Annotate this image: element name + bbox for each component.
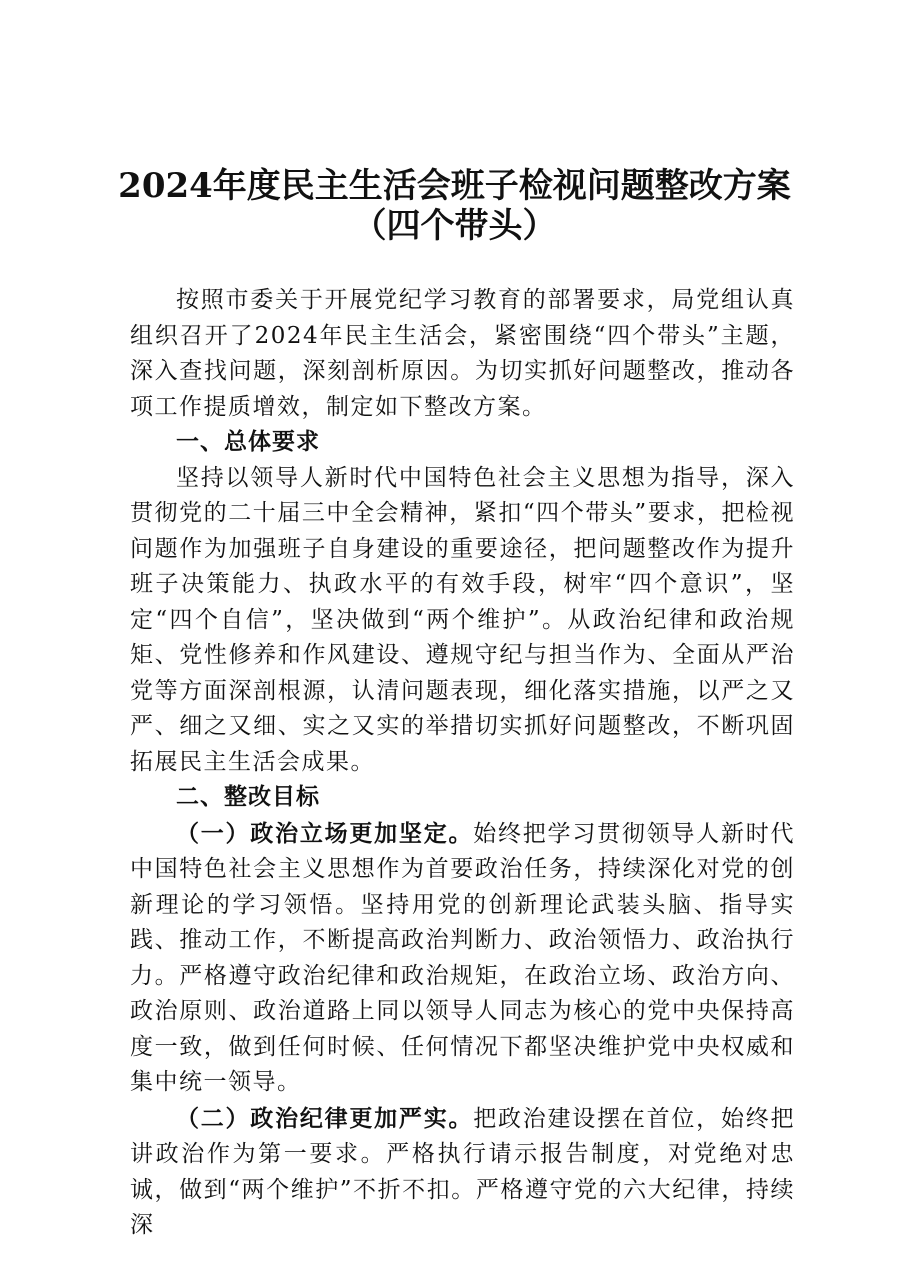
goal-1-lead: （一）政治立场更加坚定。 [176,819,474,847]
general-requirements-paragraph: 坚持以领导人新时代中国特色社会主义思想为指导，深入贯彻党的二十届三中全会精神，紧扣“四个带头”要求，把检视问题作为加强班子自身建设的重要途径，把问题整改作为提升班子决策能力、执政水平的有效手段，树牢“四个意识”，坚定“四个自信”，坚决做到“两个维护”。从政治纪律和政治规矩、党性修养和作风建设、遵规守纪与担当作为、全面从严治党等方面深剖根源，认清问题表现，细化落实措施，以严之又严、细之又细、实之又实的举措切实抓好问题整改，不断巩固拓展民主生活会成果。 [130,464,795,775]
goal-1-body: 始终把学习贯彻领导人新时代中国特色社会主义思想作为首要政治任务，持续深化对党的创新理论的学习领悟。坚持用党的创新理论武装头脑、指导实践、推动工作，不断提高政治判断力、政治领悟力、政治执行力。严格遵守政治纪律和政治规矩，在政治立场、政治方向、政治原则、政治道路上同以领导人同志为核心的党中央保持高度一致，做到任何时候、任何情况下都坚决维护党中央权威和集中统一领导。 [130,820,796,1095]
document-subtitle: （四个带头） [352,206,557,246]
intro-paragraph: 按照市委关于开展党纪学习教育的部署要求，局党组认真组织召开了2024年民主生活会，紧密围绕“四个带头”主题，深入查找问题，深刻剖析原因。为切实抓好问题整改，推动各项工作提质增效，制定如下整改方案。 [130,287,795,420]
goal-paragraph-1 [130,816,795,1101]
document-body [130,283,795,1244]
goal-paragraph-2 [130,1101,795,1244]
section-heading-rectification-goals: 二、整改目标 [176,784,320,810]
document-title: 2024年度民主生活会班子检视问题整改方案 [118,166,791,206]
goal-2-body: 把政治建设摆在首位，始终把讲政治作为第一要求。严格执行请示报告制度，对党绝对忠诚，做到“两个维护”不折不扣。严格遵守党的六大纪律，持续深 [130,1105,796,1238]
goal-2-lead: （二）政治纪律更加严实。 [176,1104,474,1132]
section-heading-general-requirements: 一、总体要求 [176,429,320,455]
